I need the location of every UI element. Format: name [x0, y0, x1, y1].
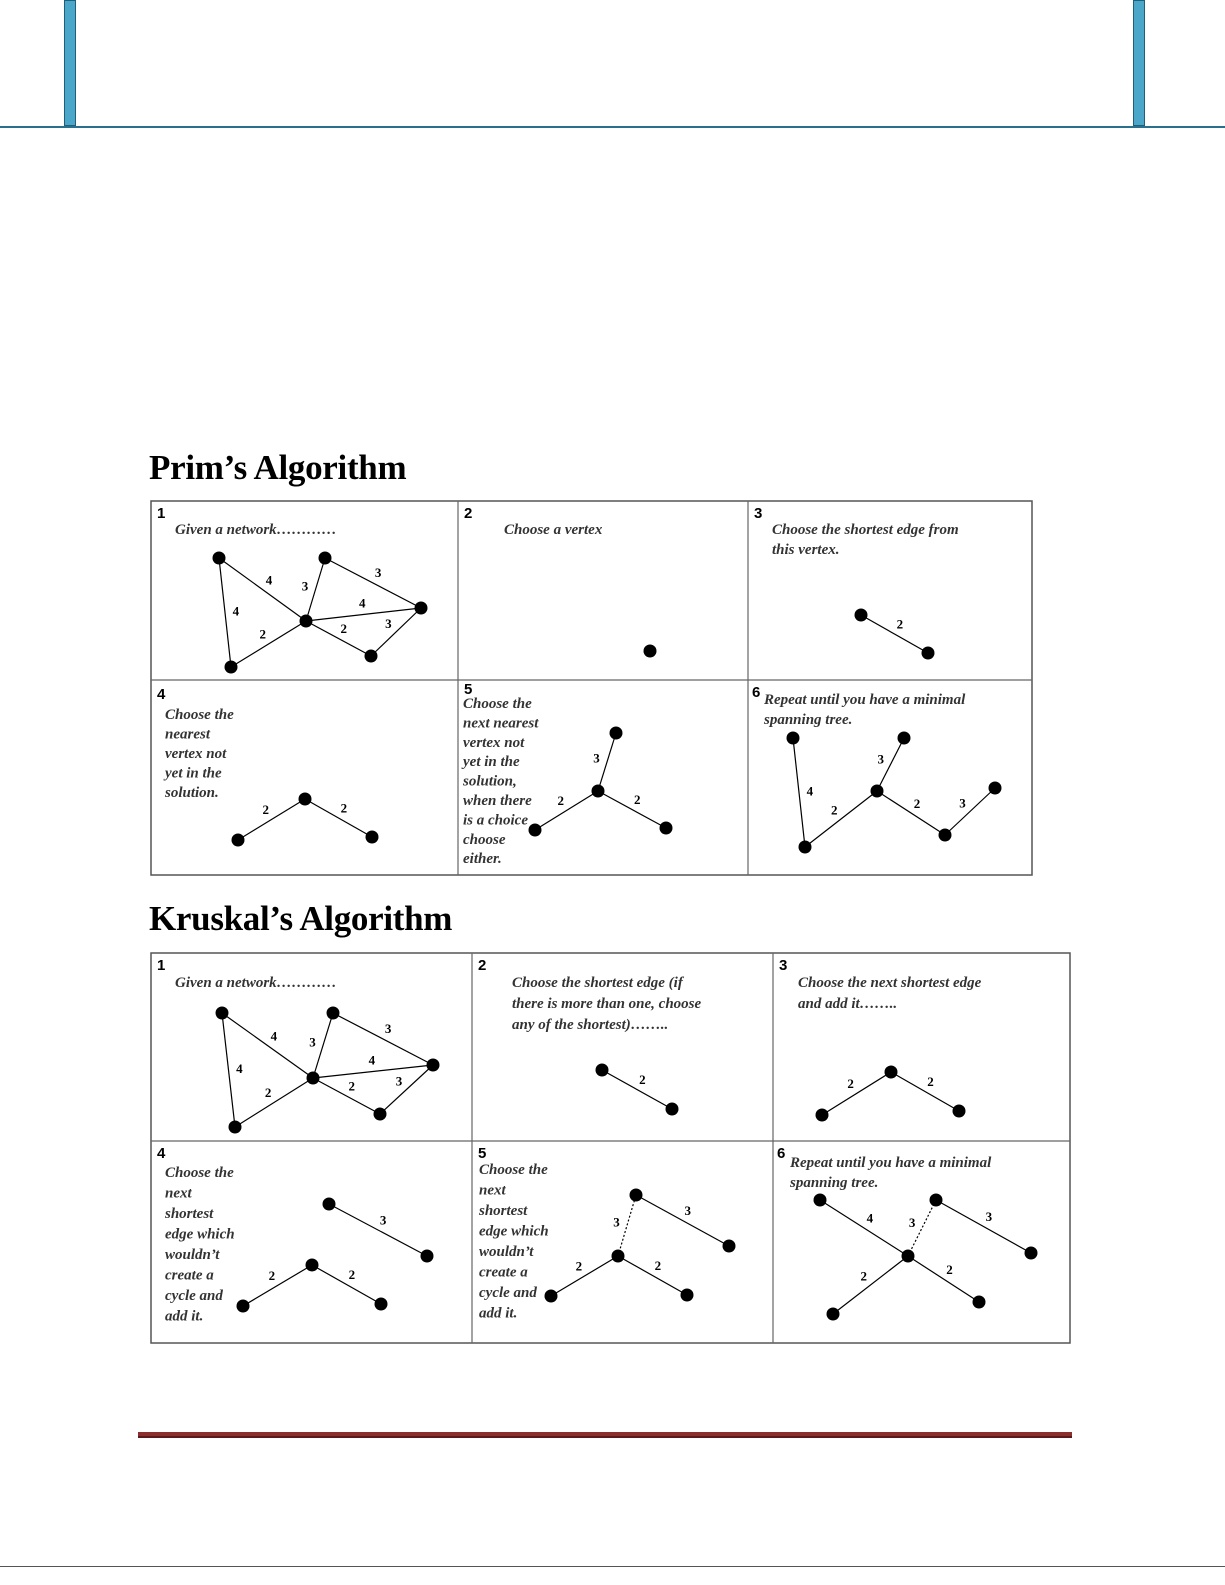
caption-line: spanning tree. — [790, 1175, 879, 1191]
caption-line: vertex not — [463, 734, 525, 751]
step-number: 5 — [478, 1145, 487, 1162]
step-caption — [504, 522, 603, 538]
graph-edge — [618, 1256, 687, 1295]
prim-step-5 — [461, 681, 673, 867]
header-rule — [0, 126, 1225, 128]
caption-line: and add it…….. — [798, 996, 898, 1012]
kruskal-step-1-graph — [216, 1007, 440, 1134]
edge-weight-label: 3 — [309, 1034, 316, 1050]
kruskal-step-4 — [157, 1145, 434, 1325]
prim-step-4-graph — [232, 793, 379, 847]
edge-weight-label: 3 — [877, 751, 884, 767]
caption-line: choose — [463, 831, 506, 848]
kruskal-step-5-graph — [545, 1189, 736, 1303]
kruskal-step-6-graph — [814, 1194, 1038, 1321]
caption-line: Repeat until you have a minimal — [790, 1155, 992, 1171]
graph-edge — [219, 558, 231, 667]
edge-weight-label: 3 — [613, 1214, 620, 1230]
graph-vertex — [612, 1250, 625, 1263]
prim-step-6-graph — [787, 732, 1002, 854]
step-number: 6 — [777, 1145, 786, 1162]
prim-step-2-graph — [644, 645, 657, 658]
edge-weight-label: 3 — [395, 1073, 403, 1089]
kruskal-step-1 — [157, 957, 440, 1134]
graph-edge — [535, 791, 598, 830]
graph-edge — [908, 1256, 979, 1302]
caption-line: cycle and — [479, 1285, 537, 1301]
graph-vertex — [989, 782, 1002, 795]
caption-line: wouldn’t — [165, 1247, 220, 1263]
graph-edge — [602, 1070, 672, 1109]
footer-rule — [138, 1432, 1072, 1438]
graph-edge — [325, 558, 421, 608]
graph-vertex — [953, 1105, 966, 1118]
graph-edge — [238, 799, 305, 840]
step-caption — [461, 696, 539, 867]
caption-line: when there — [463, 793, 532, 809]
caption-line: Choose a vertex — [504, 522, 603, 538]
edge-weight-label: 2 — [264, 1085, 272, 1101]
edge-weight-label: 2 — [946, 1261, 953, 1277]
graph-edge — [877, 791, 945, 835]
graph-edge — [793, 738, 805, 847]
graph-edge — [306, 621, 371, 656]
prim-grid-frame — [151, 501, 1032, 875]
caption-line: Given a network………… — [175, 975, 337, 991]
prim-grid-border — [151, 501, 1032, 875]
graph-vertex — [323, 1198, 336, 1211]
caption-line: solution. — [165, 785, 219, 801]
graph-edge — [891, 1072, 959, 1111]
graph-vertex — [307, 1072, 320, 1085]
caption-line: this vertex. — [772, 542, 840, 558]
graph-edge — [313, 1078, 380, 1114]
kruskal-step-6 — [777, 1145, 1038, 1321]
graph-vertex — [814, 1194, 827, 1207]
graph-edge — [636, 1195, 729, 1246]
caption-line: next — [165, 1185, 192, 1202]
caption-line: Given a network………… — [175, 522, 337, 538]
step-caption — [772, 522, 959, 558]
edge-weight-label: 2 — [830, 802, 838, 818]
graph-vertex — [939, 829, 952, 842]
edge-weight-label: 4 — [359, 595, 366, 611]
graph-edge — [598, 733, 616, 791]
edge-weight-label: 3 — [385, 616, 392, 632]
edge-weight-label: 2 — [340, 800, 348, 816]
edge-weight-label: 2 — [913, 795, 921, 811]
graph-vertex — [327, 1007, 340, 1020]
step-caption — [763, 692, 966, 728]
graph-edge — [313, 1013, 333, 1078]
step-number: 6 — [752, 684, 761, 701]
edge-weight-label: 2 — [262, 802, 270, 818]
edge-weight-label: 2 — [634, 791, 641, 807]
prim-step-1-graph — [213, 552, 428, 674]
caption-line: add it. — [479, 1305, 518, 1322]
graph-vertex — [799, 841, 812, 854]
graph-vertex — [421, 1250, 434, 1263]
graph-vertex — [427, 1059, 440, 1072]
caption-line: Choose the — [463, 696, 532, 712]
step-caption — [175, 522, 337, 538]
caption-line: is a choice — [463, 812, 528, 829]
graph-vertex — [213, 552, 226, 565]
kruskal-step-2 — [478, 957, 702, 1116]
caption-line: there is more than one, choose — [512, 996, 702, 1012]
graph-edge — [861, 615, 928, 653]
graph-vertex — [529, 824, 542, 837]
caption-line: Repeat until you have a minimal — [764, 692, 966, 708]
graph-edge — [235, 1078, 313, 1127]
edge-weight-label: 2 — [860, 1268, 868, 1284]
caption-line: either. — [463, 851, 502, 868]
graph-edge — [833, 1256, 908, 1314]
prim-title: Prim’s Algorithm — [149, 448, 407, 487]
graph-edge — [551, 1256, 618, 1296]
graph-vertex — [366, 831, 379, 844]
graph-vertex — [816, 1109, 829, 1122]
graph-edge — [598, 791, 666, 828]
caption-line: Choose the — [479, 1162, 548, 1178]
step-caption — [175, 975, 337, 991]
kruskal-step-3-graph — [816, 1066, 966, 1122]
graph-edge — [231, 621, 306, 667]
graph-edge — [305, 799, 372, 837]
caption-line: next nearest — [463, 715, 539, 732]
graph-vertex — [666, 1103, 679, 1116]
caption-line: wouldn’t — [479, 1244, 534, 1260]
graph-vertex — [930, 1194, 943, 1207]
edge-weight-label: 2 — [575, 1258, 583, 1274]
kruskal-step-5 — [478, 1145, 736, 1322]
step-number: 2 — [464, 505, 473, 522]
kruskal-steps-grid — [150, 952, 1071, 1344]
graph-vertex — [610, 727, 623, 740]
edge-weight-label: 2 — [557, 793, 564, 809]
graph-vertex — [415, 602, 428, 615]
edge-weight-label: 4 — [368, 1052, 376, 1068]
edge-weight-label: 2 — [259, 626, 266, 642]
caption-line: vertex not — [165, 746, 227, 762]
caption-line: shortest — [479, 1203, 528, 1219]
graph-vertex — [644, 645, 657, 658]
kruskal-title: Kruskal’s Algorithm — [149, 899, 453, 938]
graph-vertex — [306, 1259, 319, 1272]
step-number: 2 — [478, 957, 487, 974]
edge-weight-label: 4 — [236, 1060, 243, 1076]
edge-weight-label: 4 — [232, 603, 240, 619]
caption-line: Choose the — [165, 707, 234, 723]
prim-step-1 — [157, 505, 428, 674]
graph-vertex — [1025, 1247, 1038, 1260]
caption-line: create a — [479, 1264, 528, 1281]
graph-vertex — [787, 732, 800, 745]
prim-step-5-graph — [529, 727, 673, 837]
graph-vertex — [855, 609, 868, 622]
step-caption — [512, 975, 702, 1033]
graph-vertex — [898, 732, 911, 745]
caption-line: spanning tree. — [764, 712, 853, 728]
edge-weight-label: 3 — [593, 750, 600, 766]
caption-line: Choose the shortest edge from — [772, 522, 959, 538]
caption-line: edge which — [165, 1226, 235, 1243]
graph-edge — [243, 1265, 312, 1306]
prim-step-2 — [464, 505, 657, 658]
caption-line: Choose the next shortest edge — [798, 975, 982, 991]
step-number: 3 — [754, 505, 763, 522]
prim-step-3 — [754, 505, 959, 660]
edge-weight-label: 3 — [959, 795, 966, 811]
graph-vertex — [681, 1289, 694, 1302]
edge-weight-label: 2 — [268, 1268, 276, 1284]
caption-line: next — [479, 1182, 506, 1199]
graph-edge — [805, 791, 877, 847]
graph-edge — [380, 1065, 433, 1114]
graph-edge — [333, 1013, 433, 1065]
graph-vertex — [827, 1308, 840, 1321]
edge-weight-label: 2 — [896, 616, 904, 632]
graph-vertex — [660, 822, 673, 835]
step-number: 3 — [779, 957, 788, 974]
caption-line: shortest — [165, 1206, 214, 1222]
prim-step-6 — [752, 684, 1002, 854]
edge-weight-label: 3 — [301, 578, 309, 594]
graph-vertex — [300, 615, 313, 628]
graph-vertex — [319, 552, 332, 565]
graph-vertex — [630, 1189, 643, 1202]
edge-weight-label: 4 — [265, 572, 273, 588]
kruskal-grid-frame — [151, 953, 1070, 1343]
graph-vertex — [229, 1121, 242, 1134]
edge-weight-label: 4 — [866, 1210, 874, 1226]
step-number: 1 — [157, 505, 166, 522]
graph-edge — [329, 1204, 427, 1256]
caption-line: Choose the — [165, 1165, 234, 1181]
edge-weight-label: 3 — [985, 1208, 993, 1224]
graph-edge — [618, 1195, 636, 1256]
edge-weight-label: 2 — [847, 1076, 854, 1092]
step-caption — [164, 1165, 235, 1325]
edge-weight-label: 3 — [684, 1202, 692, 1218]
step-number: 5 — [464, 681, 473, 698]
step-number: 4 — [157, 1145, 166, 1162]
graph-vertex — [973, 1296, 986, 1309]
caption-line: Choose the shortest edge (if — [512, 975, 683, 991]
step-caption — [789, 1155, 992, 1191]
edge-weight-label: 2 — [639, 1071, 646, 1087]
graph-edge — [822, 1072, 891, 1115]
edge-weight-label: 2 — [348, 1078, 355, 1094]
graph-edge — [306, 558, 325, 621]
graph-vertex — [545, 1290, 558, 1303]
prim-steps-grid — [150, 500, 1033, 876]
graph-edge — [820, 1200, 908, 1256]
graph-vertex — [723, 1240, 736, 1253]
caption-line: add it. — [165, 1308, 204, 1325]
edge-weight-label: 3 — [379, 1212, 387, 1228]
edge-weight-label: 2 — [340, 620, 347, 636]
graph-edge — [312, 1265, 381, 1304]
caption-line: yet in the — [165, 765, 222, 782]
kruskal-step-3 — [779, 957, 982, 1122]
step-caption — [798, 975, 982, 1012]
graph-edge — [936, 1200, 1031, 1253]
caption-line: create a — [165, 1267, 214, 1284]
page-bottom-rule — [0, 1566, 1225, 1567]
graph-vertex — [225, 661, 238, 674]
edge-weight-label: 2 — [927, 1073, 934, 1089]
step-number: 1 — [157, 957, 166, 974]
caption-line: edge which — [479, 1223, 549, 1240]
edge-weight-label: 2 — [348, 1266, 356, 1282]
graph-vertex — [922, 647, 935, 660]
graph-vertex — [232, 834, 245, 847]
graph-vertex — [885, 1066, 898, 1079]
graph-vertex — [375, 1298, 388, 1311]
graph-vertex — [902, 1250, 915, 1263]
graph-edge — [222, 1013, 235, 1127]
caption-line: solution, — [463, 773, 517, 790]
graph-vertex — [592, 785, 605, 798]
prim-step-3-graph — [855, 609, 935, 660]
kruskal-step-2-graph — [596, 1064, 679, 1116]
graph-vertex — [237, 1300, 250, 1313]
graph-edge — [371, 608, 421, 656]
graph-vertex — [596, 1064, 609, 1077]
graph-vertex — [365, 650, 378, 663]
edge-weight-label: 3 — [908, 1215, 916, 1231]
graph-vertex — [374, 1108, 387, 1121]
edge-weight-label: 3 — [374, 565, 382, 581]
prim-step-4 — [157, 686, 379, 847]
graph-edge — [945, 788, 995, 835]
edge-weight-label: 4 — [806, 783, 814, 799]
kruskal-step-4-graph — [237, 1198, 434, 1313]
step-number: 4 — [157, 686, 166, 703]
graph-vertex — [299, 793, 312, 806]
header-bar-right — [1133, 0, 1145, 126]
edge-weight-label: 2 — [654, 1257, 662, 1273]
graph-vertex — [871, 785, 884, 798]
caption-line: nearest — [165, 726, 210, 743]
caption-line: any of the shortest)…….. — [512, 1017, 669, 1033]
step-caption — [478, 1162, 549, 1322]
step-caption — [163, 707, 234, 801]
caption-line: cycle and — [165, 1288, 223, 1304]
graph-vertex — [216, 1007, 229, 1020]
edge-weight-label: 3 — [384, 1021, 392, 1037]
header-bar-left — [64, 0, 76, 126]
edge-weight-label: 4 — [270, 1028, 278, 1044]
caption-line: yet in the — [463, 754, 520, 771]
